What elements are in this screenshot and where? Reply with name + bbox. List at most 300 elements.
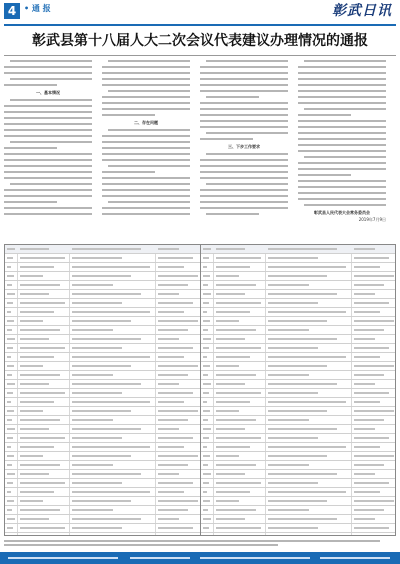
text-line [4,171,92,173]
table-cell [203,293,211,295]
table-cell [7,293,15,295]
signature: 彰武县人民代表大会常务委员会 [314,210,370,215]
table-row [5,299,200,308]
table-cell [158,518,179,520]
table-cell [268,518,337,520]
text-line [102,159,190,161]
table-cell [20,518,49,520]
text-line [298,66,386,68]
table-row [201,443,396,452]
table-cell [268,500,327,502]
table-cell [72,248,141,250]
table-cell [158,491,184,493]
table-cell [203,338,211,340]
table-cell [268,392,318,394]
table-cell [158,338,179,340]
table-cell [158,248,179,250]
table-cell [268,464,309,466]
table-cell [216,401,250,403]
table-cell [354,482,389,484]
table-cell [7,329,12,331]
table-row [5,416,200,425]
table-cell [7,482,13,484]
table-cell [20,311,54,313]
table-cell [354,365,394,367]
table-cell [268,482,318,484]
table-row [201,407,396,416]
table-cell [216,266,250,268]
table-cell [354,419,384,421]
table-cell [203,329,208,331]
table-cell [203,284,208,286]
table-cell [72,365,131,367]
table-cell [20,383,49,385]
text-line [200,90,288,92]
text-line [102,96,190,98]
table-cell [268,257,318,259]
text-line [298,192,386,194]
text-line [4,201,57,203]
table-cell [158,455,198,457]
table-cell [72,500,131,502]
table-cell [72,257,122,259]
table-cell [216,275,239,277]
table-row [5,335,200,344]
text-line [4,177,92,179]
table-cell [20,248,49,250]
table-cell [158,374,188,376]
table-cell [216,329,256,331]
text-line [10,183,92,185]
table-cell [158,446,184,448]
text-line [200,72,288,74]
table-cell [158,509,188,511]
table-cell [354,257,389,259]
table-cell [158,419,188,421]
table-row [201,452,396,461]
table-cell [268,311,346,313]
table-cell [354,509,384,511]
table-cell [203,320,210,322]
table-row [201,272,396,281]
text-line [4,135,92,137]
table-cell [268,428,337,430]
table-cell [7,338,15,340]
table-cell [72,491,150,493]
table-cell [216,428,245,430]
table-cell [203,365,210,367]
table-cell [72,509,113,511]
table-cell [216,419,256,421]
table-cell [158,527,193,529]
text-line [10,99,92,101]
text-line [4,129,92,131]
table-cell [7,473,15,475]
table-cell [203,527,209,529]
table-row [5,326,200,335]
table-row [201,362,396,371]
table-cell [20,275,43,277]
table-cell [72,284,113,286]
text-line [4,189,92,191]
table-cell [20,464,60,466]
table-cell [268,356,346,358]
table-cell [203,392,209,394]
table-cell [158,392,193,394]
table-cell [72,356,150,358]
table-cell [158,464,188,466]
table-cell [268,419,309,421]
table-cell [203,302,209,304]
table-cell [20,392,65,394]
text-line [298,180,386,182]
subhead-problems: 二、存在问题 [134,120,158,125]
table-cell [216,338,245,340]
table-cell [7,401,11,403]
subhead-basic: 一、基本情况 [36,90,60,95]
text-line [4,111,92,113]
table-cell [354,410,394,412]
table-cell [268,446,346,448]
table-cell [203,347,209,349]
table-row [201,506,396,515]
text-line [206,213,259,215]
text-line [200,201,288,203]
table-cell [7,518,15,520]
table-cell [7,464,12,466]
table-cell [216,248,245,250]
table-cell [72,437,122,439]
table-row [5,497,200,506]
table-row [201,434,396,443]
table-row [5,254,200,263]
table-row [5,389,200,398]
table-row [201,326,396,335]
table-cell [72,302,122,304]
table-cell [203,419,208,421]
table-cell [216,257,261,259]
table-cell [72,410,131,412]
text-line [10,60,92,62]
table-cell [268,347,318,349]
text-line [108,60,190,62]
table-cell [158,365,198,367]
headline-rule [4,55,396,56]
text-line [200,114,288,116]
table-cell [7,365,14,367]
table-cell [203,275,210,277]
table-cell [72,419,113,421]
table-cell [203,374,208,376]
table-cell [354,302,389,304]
text-line [298,78,386,80]
table-row [201,461,396,470]
table-cell [216,509,256,511]
table-cell [216,356,250,358]
text-line [102,189,190,191]
table-cell [72,293,141,295]
text-line [102,141,190,143]
table-note [4,540,396,548]
table-cell [20,356,54,358]
text-line [200,120,288,122]
table-cell [216,464,256,466]
table-cell [158,347,193,349]
table-row [201,299,396,308]
table-row [201,290,396,299]
footer-bar [0,552,400,564]
table-cell [203,266,207,268]
table-cell [354,428,375,430]
text-line [304,108,386,110]
table-cell [203,455,210,457]
table-row [201,497,396,506]
table-row [201,398,396,407]
table-cell [72,383,141,385]
table-row [5,290,200,299]
table-cell [158,437,193,439]
table-cell [158,275,198,277]
text-line [102,84,190,86]
table-cell [268,248,337,250]
text-line [4,153,92,155]
text-line [4,195,92,197]
text-line [298,120,386,122]
table-cell [216,410,239,412]
text-line [102,177,190,179]
text-line [108,201,190,203]
table-cell [72,473,141,475]
text-line [206,132,288,134]
table-cell [203,401,207,403]
table-row [5,317,200,326]
text-line [298,90,386,92]
table-row [201,524,396,533]
table-cell [7,374,12,376]
table-cell [158,482,193,484]
table-right-half [201,245,396,535]
table-row [201,335,396,344]
table-cell [354,320,394,322]
table-row [5,524,200,533]
text-line [4,123,92,125]
table-row [5,380,200,389]
table-cell [354,383,375,385]
masthead-logo: 彰武日讯 [332,3,392,19]
table-row [5,353,200,362]
text-line [102,153,190,155]
table-row [201,254,396,263]
article-headline: 彰武县第十八届人大二次会议代表建议办理情况的通报 [32,33,368,49]
table-row [201,281,396,290]
table-cell [20,347,65,349]
table-cell [354,446,380,448]
table-cell [20,329,60,331]
text-line [4,159,92,161]
table-cell [20,284,60,286]
table-row [5,452,200,461]
table-cell [7,446,11,448]
table-cell [268,365,327,367]
text-line [108,129,190,131]
text-line [102,102,190,104]
table-cell [72,347,122,349]
table-cell [216,365,239,367]
section-label: • 通 报 [24,4,51,13]
text-line [200,177,288,179]
table-cell [268,491,346,493]
table-row [201,344,396,353]
text-line [298,198,386,200]
text-line [200,108,288,110]
table-cell [203,446,207,448]
table-cell [216,491,250,493]
table-cell [20,374,60,376]
table-cell [216,347,261,349]
table-row [5,488,200,497]
text-line [298,96,386,98]
table-cell [20,500,43,502]
table-cell [203,248,211,250]
text-line [304,156,386,158]
table-row [5,281,200,290]
text-line [102,66,190,68]
table-cell [216,437,261,439]
table-row [201,425,396,434]
table-cell [354,437,389,439]
table-cell [268,338,337,340]
text-line [108,90,190,92]
text-line [108,165,190,167]
subhead-next-steps: 三、下步工作要求 [228,144,260,149]
text-line [102,183,190,185]
table-cell [20,437,65,439]
table-cell [268,383,337,385]
table-cell [7,275,14,277]
text-line [298,162,386,164]
table-cell [268,410,327,412]
table-cell [72,392,122,394]
text-line [298,126,386,128]
table-row [5,407,200,416]
text-line [200,189,288,191]
table-cell [20,419,60,421]
table-row [5,263,200,272]
table-cell [203,473,211,475]
table-cell [158,329,188,331]
table-cell [7,419,12,421]
table-cell [268,455,327,457]
table-row [201,479,396,488]
table-row [201,389,396,398]
text-line [298,132,386,134]
table-cell [7,527,13,529]
text-line [102,72,190,74]
table-cell [72,446,150,448]
table-cell [216,302,261,304]
table-cell [203,428,211,430]
table-cell [72,482,122,484]
text-line [102,207,190,209]
table-cell [216,284,256,286]
table-cell [216,383,245,385]
text-line [200,102,288,104]
table-cell [20,293,49,295]
table-row [5,470,200,479]
text-line [206,60,288,62]
article-column-4 [298,60,386,236]
table-cell [158,311,184,313]
table-cell [20,482,65,484]
text-line [10,141,92,143]
table-row [201,416,396,425]
header-rule [4,24,396,26]
table-cell [20,527,65,529]
table-cell [72,464,113,466]
table-cell [354,455,394,457]
table-cell [354,293,375,295]
text-line [200,171,288,173]
table-cell [7,392,13,394]
table-cell [216,374,256,376]
article-column-3 [200,60,288,238]
table-cell [158,428,179,430]
table-row [5,443,200,452]
text-line [298,186,386,188]
table-cell [268,473,337,475]
table-cell [354,518,375,520]
text-line [206,153,288,155]
table-cell [7,266,11,268]
table-cell [203,509,208,511]
table-cell [72,401,150,403]
table-cell [72,329,113,331]
table-cell [20,455,43,457]
table-cell [216,320,239,322]
table-cell [7,428,15,430]
table-header-row [201,245,396,254]
text-line [4,84,57,86]
table-cell [72,455,131,457]
table-cell [354,266,380,268]
table-cell [7,455,14,457]
table-cell [268,284,309,286]
table-cell [354,374,384,376]
text-line [4,165,92,167]
table-row [201,353,396,362]
text-line [298,150,386,152]
page-number: 4 [4,3,20,19]
suggestions-table [4,244,396,536]
table-cell [158,302,193,304]
table-cell [203,500,210,502]
table-cell [354,500,394,502]
table-cell [72,266,150,268]
table-cell [72,311,150,313]
table-cell [203,464,208,466]
text-line [200,195,288,197]
table-cell [72,275,131,277]
text-line [200,126,288,128]
text-line [102,195,190,197]
table-cell [72,428,141,430]
table-cell [7,320,14,322]
table-cell [216,455,239,457]
table-cell [354,311,380,313]
table-cell [268,266,346,268]
text-line [200,159,288,161]
text-line [200,165,288,167]
